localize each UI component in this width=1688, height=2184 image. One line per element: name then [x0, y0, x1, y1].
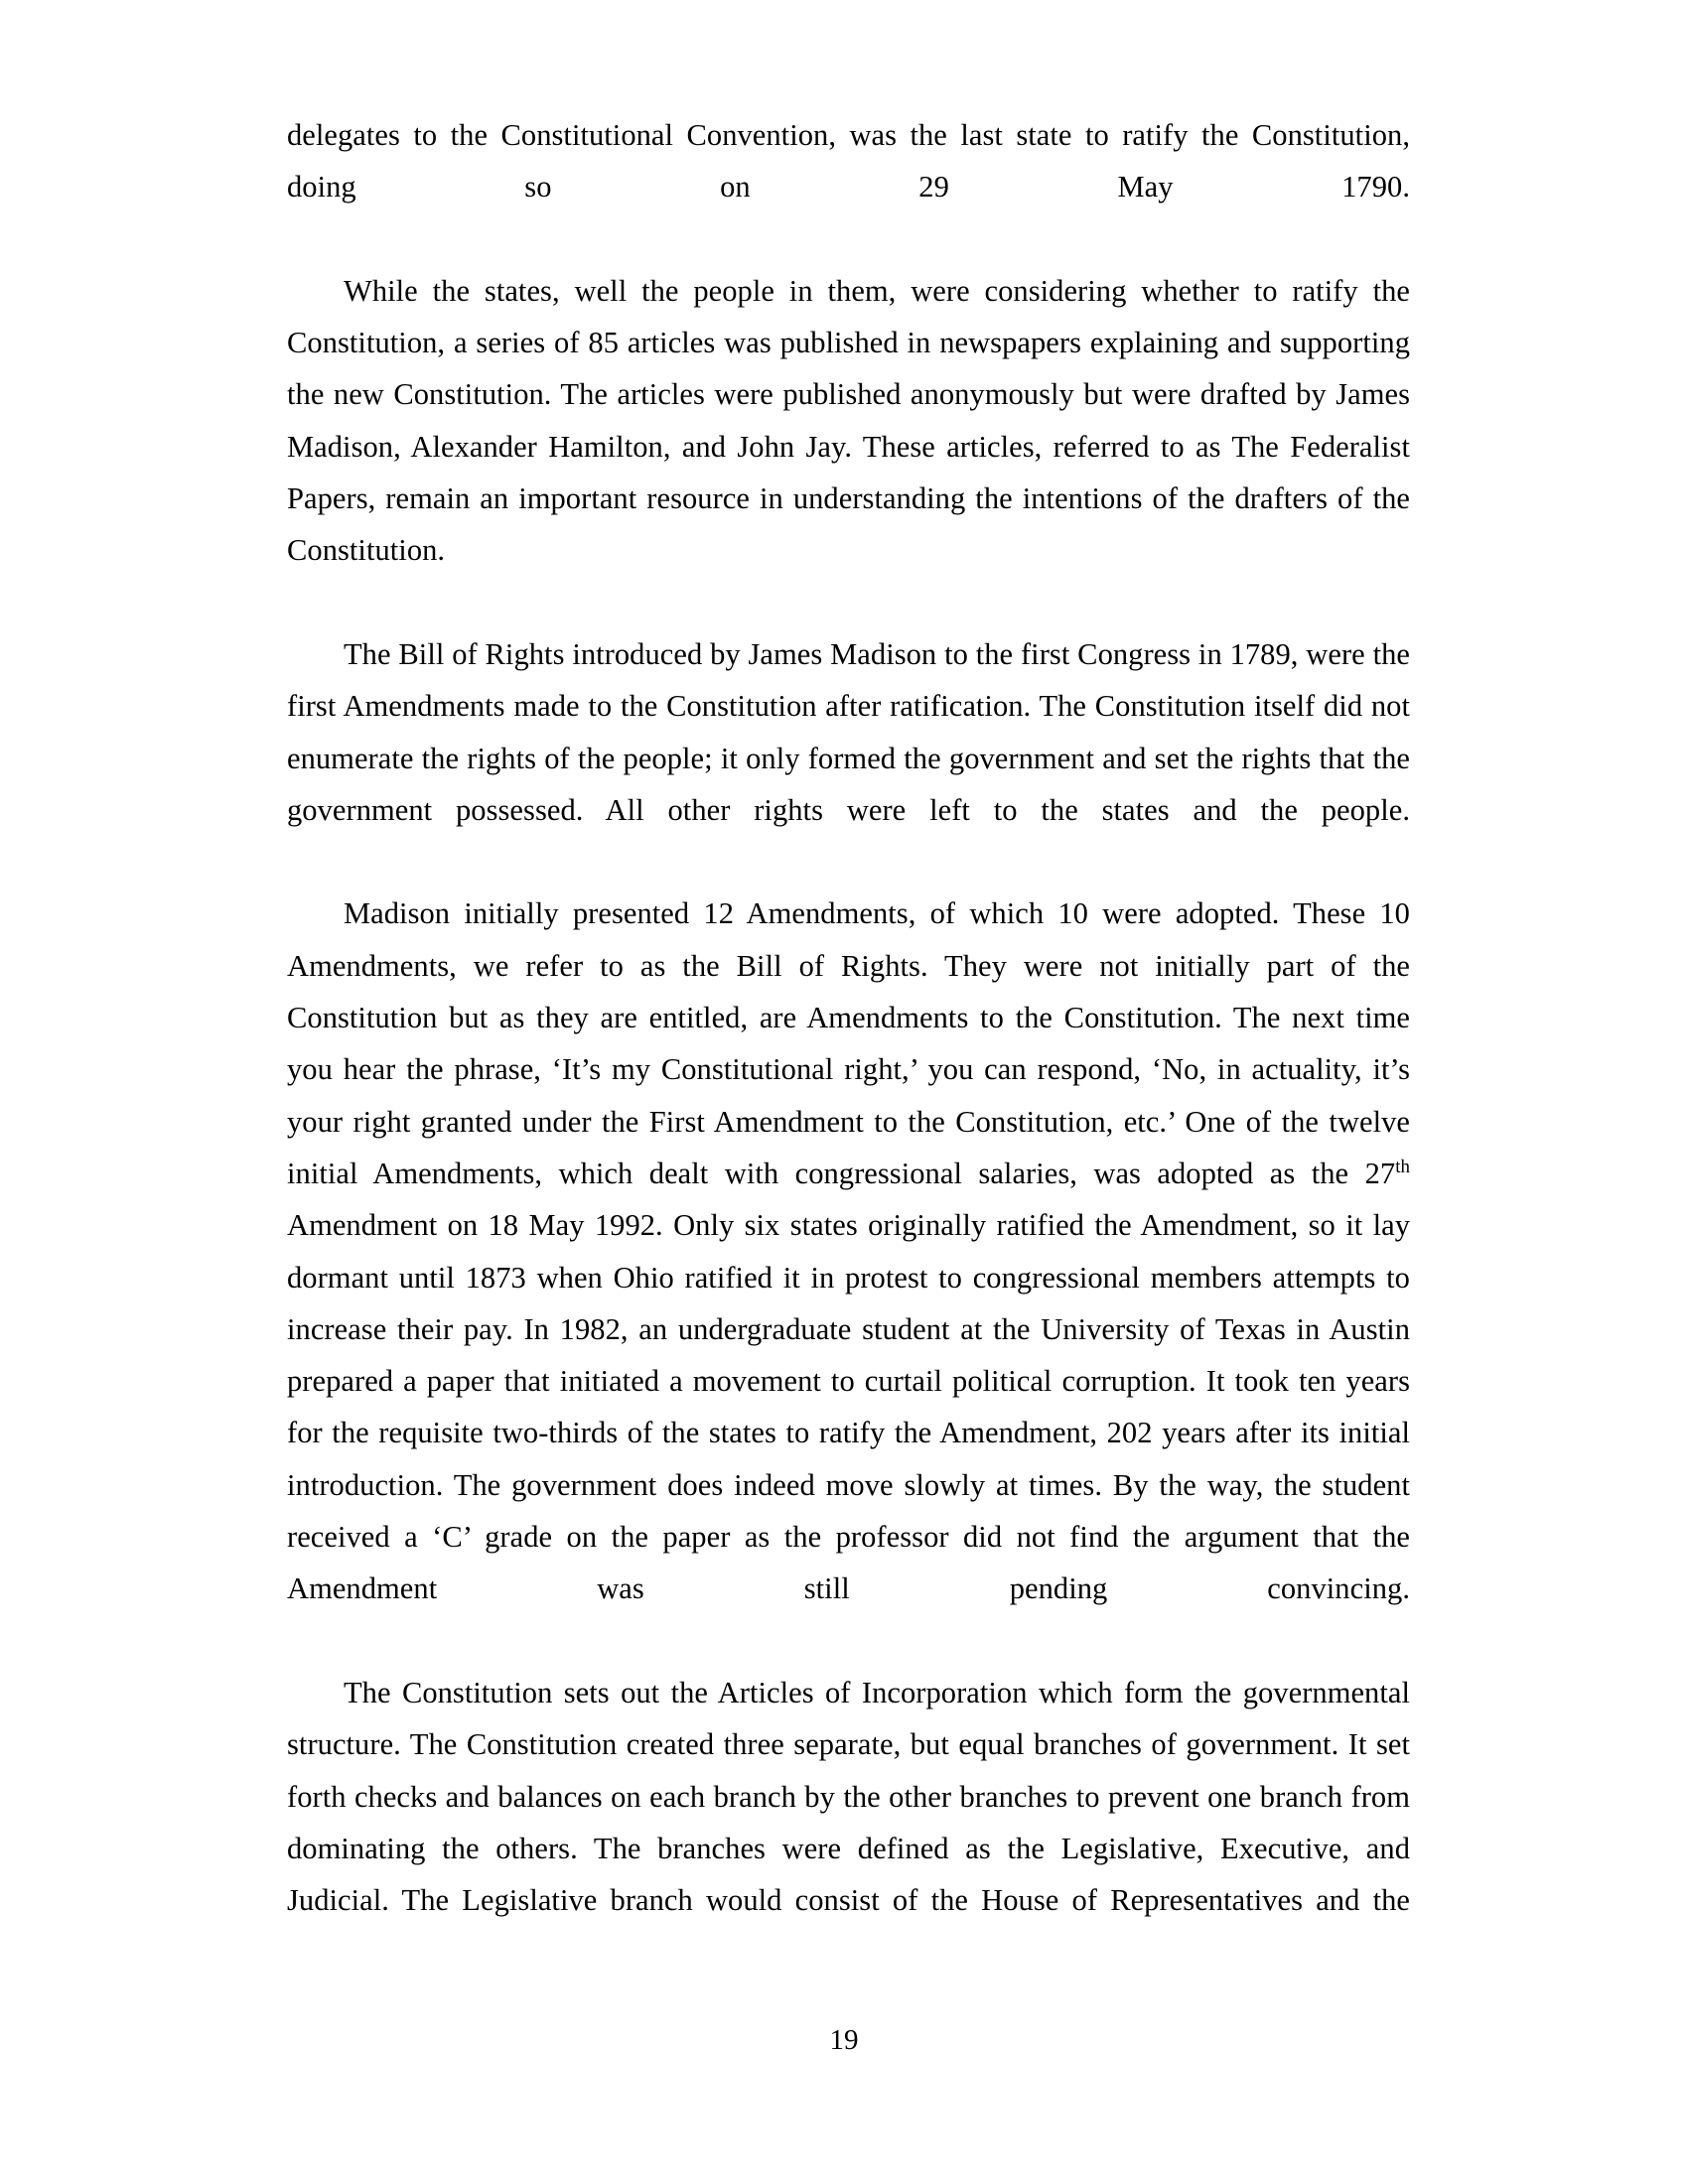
paragraph-madison-amendments-part-b: Amendment on 18 May 1992. Only six states originally ratified the Amendment, so it lay dormant until 1873 when Ohio ratified it in protest to congressional members attempts to increase their pay. In 1982, an undergraduate student at the University of Texas in Austin prepared a paper that initiated a movement to curtail political corruption. It took ten years for the requisite two-thirds of the states to ratify the Amendment, 202 years after its initial introduction. The government does indeed move slowly at times. By the way, the student received a ‘C’ grade on the paper as the professor did not find the argument that the Amendment was still pending convincing. — [287, 1208, 1410, 1606]
page-number: 19 — [829, 2024, 859, 2056]
paragraph-continued: delegates to the Constitutional Convention, was the last state to ratify the Constitution, doing so on 29 May 1790. — [287, 118, 1410, 205]
paragraph-federalist-papers: While the states, well the people in them, were considering whether to ratify the Constitution, a series of 85 articles was published in newspapers explaining and supporting the new Constitution. The articles were published anonymously but were drafted by James Madison, Alexander Hamilton, and John Jay. These articles, referred to as The Federalist Papers, remain an important resource in understanding the intentions of the drafters of the Constitution. — [287, 273, 1410, 568]
ordinal-suffix-th: th — [1395, 1156, 1410, 1177]
paragraph-bill-of-rights: The Bill of Rights introduced by James Madison to the first Congress in 1789, were the first Amendments made to the Constitution after ratification. The Constitution itself did not enumerate the rights of the people; it only formed the government and set the rights that the government possessed. All other rights were left to the states and the people. — [287, 636, 1410, 827]
paragraph-articles-of-incorporation: The Constitution sets out the Articles of Incorporation which form the governmental structure. The Constitution created three separate, but equal branches of government. It set forth checks and balances on each branch by the other branches to prevent one branch from dominating the others. The branches were defined as the Legislative, Executive, and Judicial. The Legislative branch would consist of the House of Representatives and the — [287, 1675, 1410, 1918]
paragraph-madison-amendments-part-a: Madison initially presented 12 Amendments, of which 10 were adopted. These 10 Amendments, we refer to as the Bill of Rights. They were not initially part of the Constitution but as they are entitled, are Amendments to the Constitution. The next time you hear the phrase, ‘It’s my Constitutional right,’ you can respond, ‘No, in actuality, it’s your right granted under the First Amendment to the Constitution, etc.’ One of the twelve initial Amendments, which dealt with congressional salaries, was adopted as the 27 — [287, 896, 1410, 1190]
body-text-column — [287, 109, 1410, 1979]
paragraph-madison-amendments — [287, 887, 1410, 1666]
